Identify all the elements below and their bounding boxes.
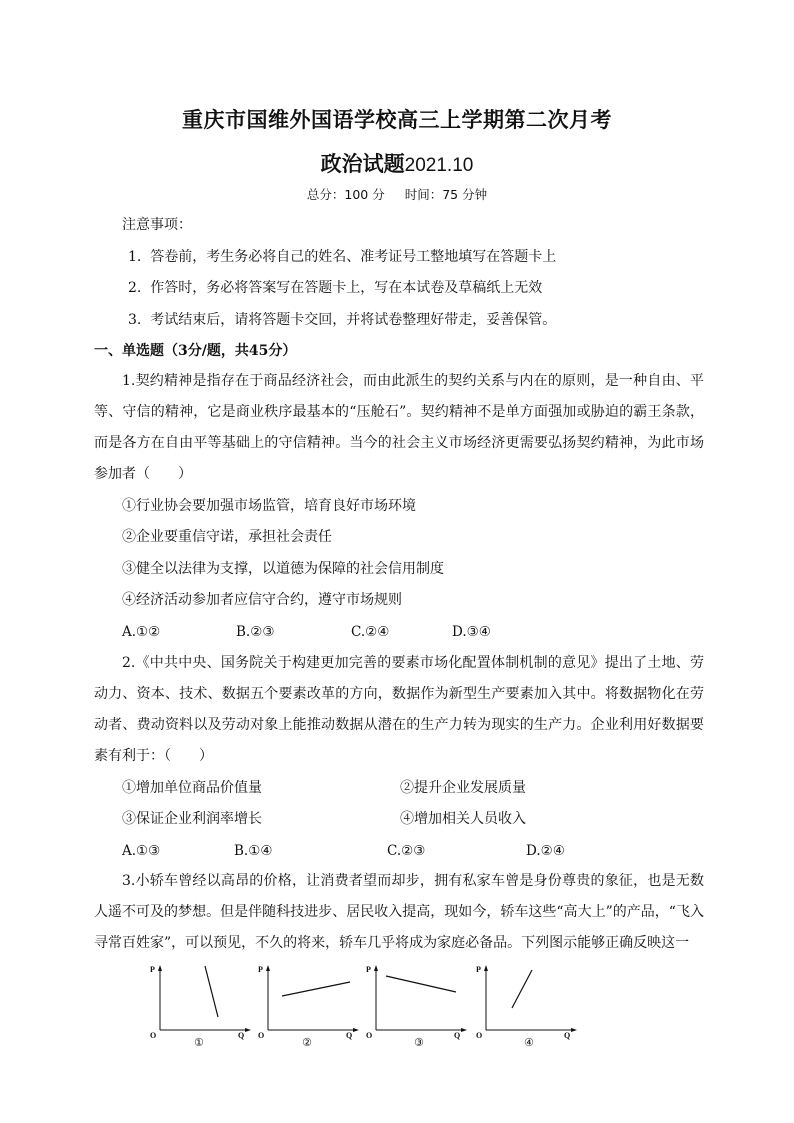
graph-3 (364, 962, 474, 1048)
graph-1 (148, 962, 258, 1048)
graph-4-curve (512, 970, 532, 1008)
subject-name: 政治试题 (320, 151, 405, 176)
subject-title (0, 148, 794, 178)
q2-statement-2: ②提升企业发展质量 (400, 780, 526, 796)
graph-2-label: ② (302, 1036, 312, 1049)
question-1-stem: 1.契约精神是指存在于商品经济社会，而由此派生的契约关系与内在的原则，是一种自由、平等、守信的精神，它是商业秩序最基本的“压舱石”。契约精神不是单方面强加或胁迫的霸王条款，而是各方在自由平等基础上的守信精神。当今的社会主义市场经济更需要弘扬契约精神，为此市场参加者（ ） (94, 373, 704, 482)
question-2-stem: 2.《中共中央、国务院关于构建更加完善的要素市场化配置体制机制的意见》提出了土地、劳动力、资本、技术、数据五个要素改革的方向，数据作为新型生产要素加入其中。将数据物化在劳动者、费动资料以及劳动对象上能推动数据从潜在的生产力转为现实的生产力。企业利用好数据要素有利于：（ ） (94, 655, 704, 764)
q1-choice-a[interactable]: A.①② (122, 624, 161, 640)
graph-1-origin: O (150, 1031, 157, 1040)
total-score: 总分：100 分 (306, 187, 385, 202)
q1-statement-2: ②企业要重信守诺，承担社会责任 (122, 529, 332, 545)
q1-choice-c[interactable]: C.②④ (351, 624, 390, 640)
q2-choice-a[interactable]: A.①③ (122, 843, 161, 859)
notice-heading: 注意事项： (122, 217, 192, 233)
q1-statement-3: ③健全以法律为支撑，以道德为保障的社会信用制度 (122, 561, 444, 577)
graph-1-axis-q: Q (238, 1031, 245, 1040)
q1-choice-d[interactable]: D.③④ (452, 624, 491, 640)
graph-2-origin: O (258, 1031, 265, 1040)
graph-2-axis-q: Q (346, 1031, 353, 1040)
graph-3-axis-q: Q (454, 1031, 461, 1040)
graph-1-label: ① (194, 1036, 204, 1049)
notice-item-3: 3. 考试结束后，请将答题卡交回，并将试卷整理好带走，妥善保管。 (128, 312, 557, 328)
graph-3-curve (386, 976, 456, 992)
graph-2 (256, 962, 366, 1048)
q2-statement-3: ③保证企业利润率增长 (122, 811, 262, 827)
q2-choices (122, 842, 565, 860)
graph-3-label: ③ (414, 1036, 424, 1049)
graph-3-axis-p: P (366, 965, 371, 974)
exam-time: 时间：75 分钟 (404, 187, 488, 202)
score-time-info (0, 185, 794, 203)
graph-4-axis-p: P (476, 965, 481, 974)
graph-4 (474, 962, 584, 1048)
graph-4-origin: O (476, 1031, 483, 1040)
q1-statement-1: ①行业协会要加强市场监管，培育良好市场环境 (122, 498, 416, 514)
q2-statement-1: ①增加单位商品价值量 (122, 780, 262, 796)
notice-item-1: 1. 答卷前，考生务必将自己的姓名、准考证号工整地填写在答题卡上 (128, 249, 557, 265)
school-title: 重庆市国维外国语学校高三上学期第二次月考 (182, 107, 612, 132)
graph-4-label: ④ (524, 1036, 534, 1049)
q2-choice-d[interactable]: D.②④ (526, 843, 565, 859)
notice-item-2: 2. 作答时，务必将答案写在答题卡上，写在本试卷及草稿纸上无效 (128, 280, 543, 296)
graph-1-curve (205, 966, 218, 1017)
q2-choice-b[interactable]: B.①④ (234, 843, 273, 859)
graph-1-axis-p: P (150, 965, 155, 974)
q2-statement-4: ④增加相关人员收入 (400, 811, 526, 827)
q2-choice-c[interactable]: C.②③ (387, 843, 426, 859)
graph-4-svg (474, 962, 584, 1048)
graph-4-axis-q: Q (564, 1031, 571, 1040)
graph-2-axis-p: P (258, 965, 263, 974)
q1-choices (122, 623, 491, 641)
graph-1-svg (148, 962, 258, 1048)
exam-date: 2021.10 (404, 155, 474, 176)
graph-2-curve (282, 982, 350, 996)
q1-choice-b[interactable]: B.②③ (236, 624, 275, 640)
section-heading: 一、单选题（3分/题，共45分） (94, 343, 297, 359)
graph-2-svg (256, 962, 366, 1048)
q1-statement-4: ④经济活动参加者应信守合约，遵守市场规则 (122, 592, 402, 608)
graph-3-svg (364, 962, 474, 1048)
question-3-stem: 3.小轿车曾经以高昂的价格，让消费者望而却步，拥有私家车曾是身份尊贵的象征，也是无数人遥不可及的梦想。但是伴随科技进步、居民收入提高，现如今，轿车这些“高大上”的产品，“飞入寻常百姓家”，可以预见，不久的将来，轿车几乎将成为家庭必备品。下列图示能够正确反映这一 (94, 873, 704, 951)
graph-3-origin: O (366, 1031, 373, 1040)
